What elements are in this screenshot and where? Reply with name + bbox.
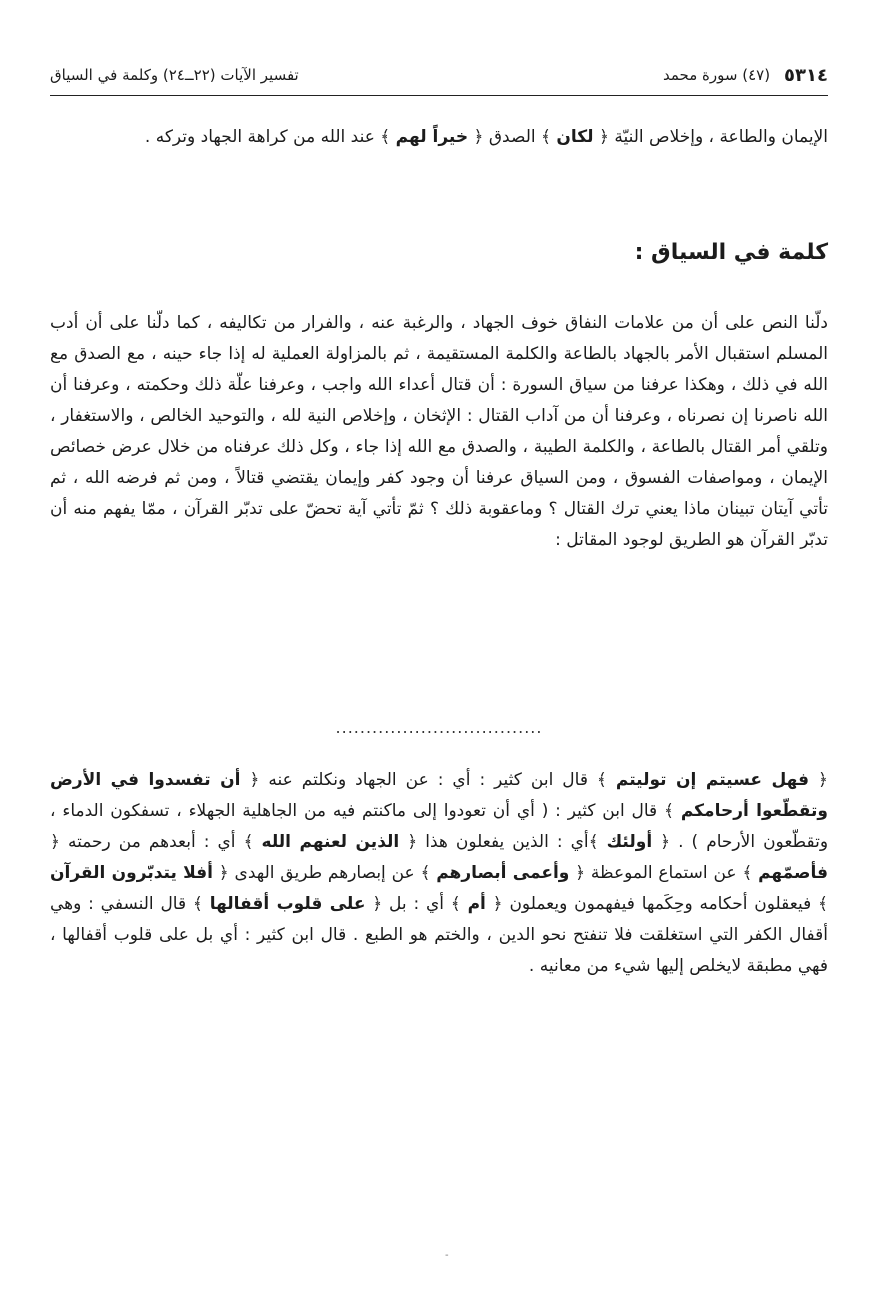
text-run: ﴿ [809,770,828,790]
tafsir-paragraph [50,765,828,982]
header-rule [50,95,828,96]
quran-verse: على قلوب أقفالها [209,894,366,914]
quran-verse: وأعمى أبصارهم [436,863,570,883]
surah-title: (٤٧) سورة محمد [662,66,771,84]
intro-paragraph [50,122,828,153]
quran-word: خيراً لهم [395,127,469,147]
text-run: ﴾ قال ابن كثير : أي : عن الجهاد ونكلتم عنه ﴿ [240,770,616,790]
footer-mark: - [445,1250,449,1261]
quran-verse: فهل عسيتم إن توليتم [615,770,810,790]
page-number: ٥٣١٤ [784,64,828,86]
section-title: تفسير الآيات (٢٢ــ٢٤) وكلمة في السياق [50,66,299,84]
separator-dots: .................................. [335,718,543,737]
text-run: ﴾ عن إبصارهم طريق الهدى ﴿ [213,863,437,883]
text-run: ﴾ قال ابن كثير : ( أي أن تعودوا إلى ماكنتم فيه من الجاهلية الجهلاء ، تسفكون الدماء ، وتقطّعون الأرحام ) . ﴿ [50,801,829,852]
quran-verse: أن تفسدوا في الأرض وتقطّعوا أرحامكم [50,770,828,821]
text-run: ﴾ عند الله من كراهة الجهاد وتركه . [144,127,396,147]
book-page [50,0,828,1290]
text-run: ﴾ أي : أبعدهم من رحمته ﴿ [50,832,262,852]
quran-word: لكان [556,127,594,147]
text-run: الإيمان والطاعة ، وإخلاص النيّة ﴿ [593,127,828,147]
header-right [663,65,828,86]
quran-verse: أفلا يتدبّرون القرآن [50,863,214,883]
running-header [50,60,828,90]
quran-verse: فأصمّهم [758,863,828,883]
section-heading: كلمة في السياق : [634,240,828,265]
context-paragraph: دلّنا النص على أن من علامات النفاق خوف الجهاد ، والرغبة عنه ، والفرار من تكاليفه ، كما دلّنا على أن أدب المسلم استقبال الأمر بالجهاد بالطاعة والكلمة المستقيمة ، ثم بالمزاولة العملية له إذا جاء حينه ، مع الصدق مع الله في ذلك ، وهكذا عرفنا من سياق السورة : أن قتال أعداء الله واجب ، وعرفنا علّة ذلك وحكمته ، وعرفنا أن الله ناصرنا إن نصرناه ، وعرفنا أن من آداب القتال : الإثخان ، وإخلاص النية لله ، والتوحيد الخالص ، والاستغفار ، وتلقي أمر القتال بالطاعة ، والكلمة الطيبة ، والصدق مع الله إذا جاء ، وكل ذلك عرفناه من خلال عرض خصائص الإيمان ، ومواصفات الفسوق ، ومن السياق عرفنا أن وجود كفر وإيمان يقتضي قتالاً ، ومن ثم فرضه الله ، ثم تأتي آيتان تبينان ماذا يعني ترك القتال ؟ وماعقوبة ذلك ؟ ثمّ تأتي آية تحضّ على تدبّر القرآن ، ممّا يفهم منه أن تدبّر القرآن هو الطريق لوجود المقاتل : [50,313,828,550]
quran-verse: أم [467,894,486,914]
text-run: ﴾ فيعقلون أحكامه وحِكَمها فيفهمون ويعملون ﴿ [485,894,828,914]
quran-verse: الذين لعنهم الله [261,832,400,852]
quran-verse: أولئك [606,832,653,852]
text-run: ﴾ الصدق ﴿ [468,127,557,147]
text-run: ﴾ قال النسفي : وهي أقفال الكفر التي استغلقت فلا تنفتح نحو الدين ، والختم هو الطبع . قال ابن كثير : أي بل على قلوب أقفالها ، فهي مطبقة لايخلص إليها شيء من معانيه . [50,894,828,976]
text-run: ﴾أي : الذين يفعلون هذا ﴿ [399,832,607,852]
text-run: ﴾ أي : بل ﴿ [365,894,468,914]
text-run: ﴾ عن استماع الموعظة ﴿ [569,863,759,883]
